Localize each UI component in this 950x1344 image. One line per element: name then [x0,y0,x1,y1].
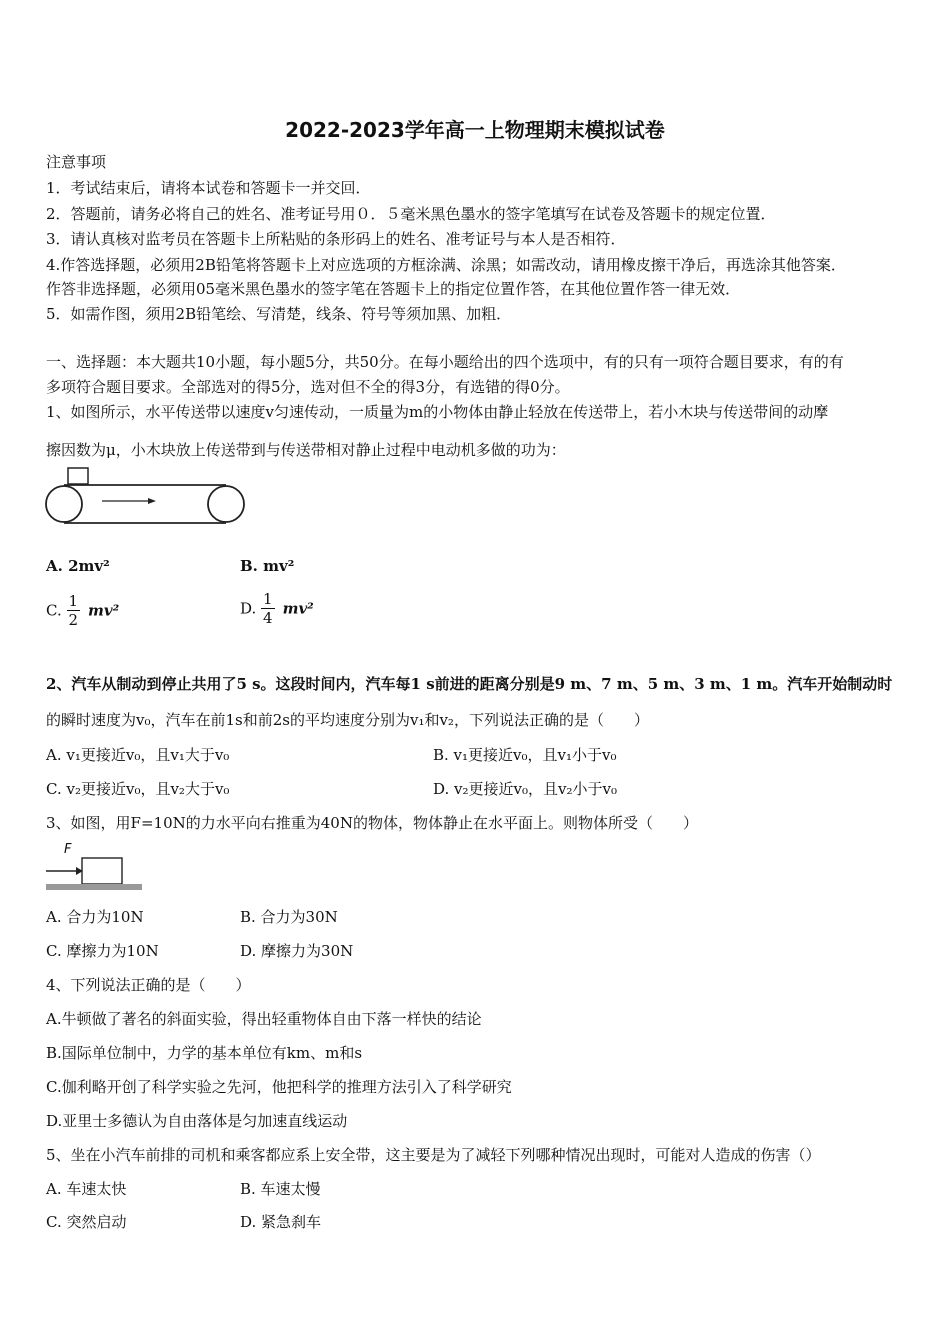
question-2-stem: 的瞬时速度为v₀，汽车在前1s和前2s的平均速度分别为v₁和v₂，下列说法正确的是（ ） [46,711,649,729]
left-pulley [46,486,82,522]
q2-option-a[interactable]: A. v₁更接近v₀，且v₁大于v₀ [46,746,230,764]
q2-option-c[interactable]: C. v₂更接近v₀，且v₂大于v₀ [46,780,230,798]
notice-item: 5．如需作图，须用2B铅笔绘、写清楚，线条、符号等须加黑、加粗． [46,305,512,323]
question-5-stem: 5、坐在小汽车前排的司机和乘客都应系上安全带，这主要是为了减轻下列哪种情况出现时，可能对人造成的伤害（） [46,1146,821,1164]
q3-option-a[interactable]: A. 合力为10N [46,908,144,926]
q1-option-b[interactable]: B. mv² [240,557,295,575]
q4-option-d[interactable]: D.亚里士多德认为自由落体是匀加速直线运动 [46,1112,348,1130]
question-3-stem: 3、如图，用F=10N的力水平向右推重为40N的物体，物体静止在水平面上。则物体所受（ ） [46,814,698,832]
question-1-stem: 擦因数为μ，小木块放上传送带到与传送带相对静止过程中电动机多做的功为： [46,441,566,459]
fraction: $\frac{1}{4}$ [263,590,273,627]
force-label: F [64,842,72,857]
block-force-figure [46,840,146,894]
q4-option-b[interactable]: B.国际单位制中，力学的基本单位有km、m和s [46,1044,363,1062]
small-block [68,468,88,484]
question-2-stem: 2、汽车从制动到停止共用了5 s。这段时间内，汽车每1 s前进的距离分别是9 m、7 m、5 m、3 m、1 m。汽车开始制动时 [46,675,893,693]
section-instructions: 一、选择题：本大题共10小题，每小题5分，共50分。在每小题给出的四个选项中，有的只有一项符合题目要求，有的有 [46,353,844,371]
q3-option-b[interactable]: B. 合力为30N [240,908,338,926]
q1-option-c[interactable]: C. $\frac{1}{2}$ mv² [46,592,120,629]
block [82,858,122,884]
ground [46,884,142,890]
page-title: 2022-2023学年高一上物理期末模拟试卷 [285,118,665,142]
q3-option-d[interactable]: D. 摩擦力为30N [240,942,354,960]
notice-item: 作答非选择题，必须用05毫米黑色墨水的签字笔在答题卡上的指定位置作答，在其他位置作答一律无效． [46,280,741,298]
q2-option-b[interactable]: B. v₁更接近v₀，且v₁小于v₀ [433,746,617,764]
right-pulley [208,486,244,522]
notice-item: 2．答题前，请务必将自己的姓名、准考证号用０．５毫米黑色墨水的签字笔填写在试卷及答题卡的规定位置． [46,205,776,223]
q1-option-a[interactable]: A. 2mv² [46,557,110,575]
section-instructions: 多项符合题目要求。全部选对的得5分，选对但不全的得3分，有选错的得0分。 [46,378,570,396]
notice-item: 4.作答选择题，必须用2B铅笔将答题卡上对应选项的方框涂满、涂黑；如需改动，请用橡皮擦干净后，再选涂其他答案． [46,256,846,274]
conveyor-belt-figure [44,466,248,528]
q4-option-a[interactable]: A.牛顿做了著名的斜面实验，得出轻重物体自由下落一样快的结论 [46,1010,482,1028]
question-4-stem: 4、下列说法正确的是（ ） [46,976,251,994]
question-1-stem: 1、如图所示，水平传送带以速度v匀速传动，一质量为m的小物体由静止轻放在传送带上，若小木块与传送带间的动摩 [46,403,829,421]
q2-option-d[interactable]: D. v₂更接近v₀，且v₂小于v₀ [433,780,617,798]
q5-option-c[interactable]: C. 突然启动 [46,1213,127,1231]
q5-option-a[interactable]: A. 车速太快 [46,1180,127,1198]
q1-option-d[interactable]: D. $\frac{1}{4}$ mv² [240,590,314,627]
notice-heading: 注意事项 [46,153,107,171]
q3-option-c[interactable]: C. 摩擦力为10N [46,942,159,960]
q5-option-d[interactable]: D. 紧急刹车 [240,1213,322,1231]
notice-item: 3．请认真核对监考员在答题卡上所粘贴的条形码上的姓名、准考证号与本人是否相符． [46,230,626,248]
fraction: $\frac{1}{2}$ [68,592,79,629]
q5-option-b[interactable]: B. 车速太慢 [240,1180,321,1198]
q4-option-c[interactable]: C.伽利略开创了科学实验之先河，他把科学的推理方法引入了科学研究 [46,1078,512,1096]
notice-item: 1．考试结束后，请将本试卷和答题卡一并交回． [46,179,371,197]
